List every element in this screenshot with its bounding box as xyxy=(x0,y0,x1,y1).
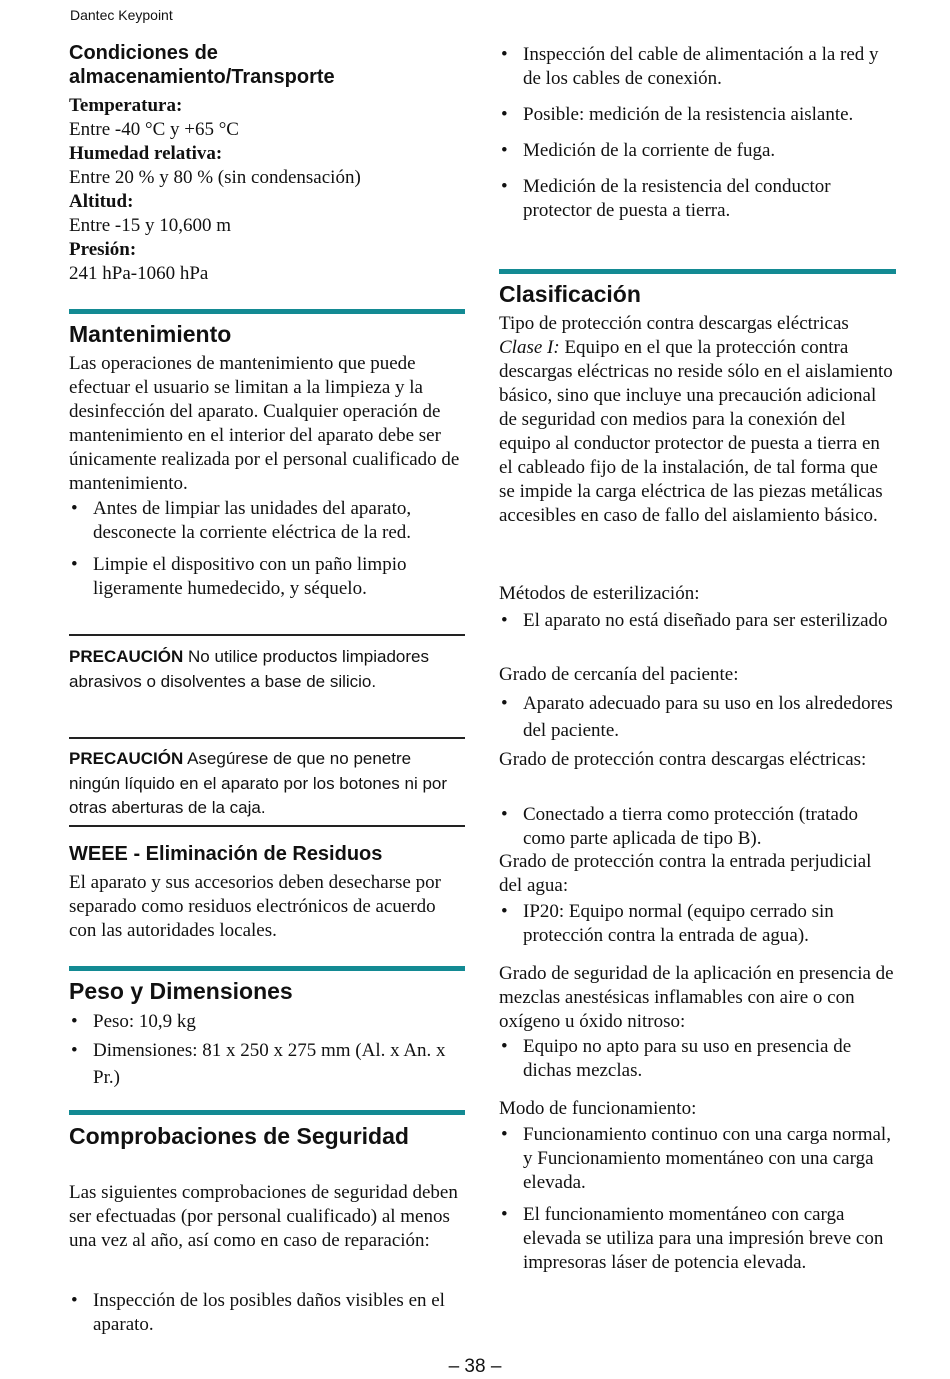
list-item: • Conectado a tierra como protección (tratado como parte aplicada de tipo B). xyxy=(499,803,896,851)
caution-label: PRECAUCIÓN xyxy=(69,749,184,768)
list-item: • IP20: Equipo normal (equipo cerrado sin protección contra la entrada de agua). xyxy=(499,900,896,948)
classification-text xyxy=(499,312,896,528)
humidity-value: Entre 20 % y 80 % (sin condensación) xyxy=(69,167,361,188)
shock-protection-list xyxy=(499,803,896,851)
section-divider xyxy=(499,269,896,274)
pressure-label: Presión: xyxy=(69,239,137,260)
list-item: • Equipo no apto para su uso en presencia de dichas mezclas. xyxy=(499,1035,896,1083)
caution-notice xyxy=(69,747,465,821)
class-text: Equipo en el que la protección contra descargas eléctricas no reside sólo en el aislamiento básico, sino que incluye una precaución adicional de seguridad con medios para la conexión del equipo al conductor protector de puesta a tierra en el cableado fijo de la instalación, de tal forma que se impide la carga eléctrica de las piezas metálicas accesibles en caso de fallo del aislamiento básico. xyxy=(499,337,893,526)
altitude-label: Altitud: xyxy=(69,191,134,212)
maintenance-list xyxy=(69,497,465,601)
list-item: • Antes de limpiar las unidades del aparato, desconecte la corriente eléctrica de la red. xyxy=(69,497,465,545)
caution-rule xyxy=(69,737,465,739)
list-item: • Limpie el dispositivo con un paño limpio ligeramente humedecido, y séquelo. xyxy=(69,553,465,601)
caution-text: Asegúrese de que no penetre ningún líquido en el aparato por los botones ni por otras aberturas de la caja. xyxy=(69,749,448,817)
page-number: – 38 – xyxy=(448,1356,502,1377)
list-item: • Peso: 10,9 kg xyxy=(69,1008,465,1035)
caution-rule xyxy=(69,634,465,636)
temperature-label: Temperatura: xyxy=(69,95,183,116)
storage-heading: Condiciones de almacenamiento/Transporte xyxy=(69,42,335,88)
section-divider xyxy=(69,966,465,971)
running-header: Dantec Keypoint xyxy=(70,7,173,23)
weight-list xyxy=(69,1008,465,1091)
safety-list xyxy=(69,1289,465,1337)
class-label: Clase I: xyxy=(499,337,560,358)
water-protection-list xyxy=(499,900,896,948)
list-item: • El aparato no está diseñado para ser esterilizado xyxy=(499,607,896,634)
list-item: • Inspección del cable de alimentación a la red y de los cables de conexión. xyxy=(499,43,896,91)
patient-proximity-list xyxy=(499,690,896,744)
anesthetic-safety-list xyxy=(499,1035,896,1083)
maintenance-text: Las operaciones de mantenimiento que puede efectuar el usuario se limitan a la limpieza y la desinfección del aparato. Cualquier operación de mantenimiento en el interior del aparato debe ser únicamente realizada por el personal cualificado de mantenimiento. xyxy=(69,353,460,494)
section-divider xyxy=(69,309,465,314)
humidity-label: Humedad relativa: xyxy=(69,143,223,164)
section-divider xyxy=(69,1110,465,1115)
list-item: • Medición de la corriente de fuga. xyxy=(499,139,896,163)
caution-rule xyxy=(69,825,465,827)
list-item: • Posible: medición de la resistencia aislante. xyxy=(499,103,896,127)
maintenance-heading: Mantenimiento xyxy=(69,321,232,347)
list-item: • Aparato adecuado para su uso en los alrededores del paciente. xyxy=(499,690,896,744)
caution-notice xyxy=(69,645,465,694)
protection-type-intro: Tipo de protección contra descargas eléctricas xyxy=(499,313,849,334)
water-protection-heading: Grado de protección contra la entrada perjudicial del agua: xyxy=(499,851,872,896)
sterilization-heading: Métodos de esterilización: xyxy=(499,583,700,604)
safety-list-continued xyxy=(499,43,896,223)
classification-heading: Clasificación xyxy=(499,281,641,307)
weee-heading: WEEE - Eliminación de Residuos xyxy=(69,843,383,865)
list-item: • Inspección de los posibles daños visibles en el aparato. xyxy=(69,1289,465,1337)
pressure-value: 241 hPa-1060 hPa xyxy=(69,263,209,284)
temperature-value: Entre -40 °C y +65 °C xyxy=(69,119,239,140)
caution-label: PRECAUCIÓN xyxy=(69,647,184,666)
weight-heading: Peso y Dimensiones xyxy=(69,978,293,1004)
sterilization-list xyxy=(499,607,896,634)
list-item: • Dimensiones: 81 x 250 x 275 mm (Al. x An. x Pr.) xyxy=(69,1037,465,1091)
patient-proximity-heading: Grado de cercanía del paciente: xyxy=(499,664,739,685)
operation-mode-list xyxy=(499,1123,896,1275)
list-item: • El funcionamiento momentáneo con carga elevada se utiliza para una impresión breve con impresoras láser de potencia elevada. xyxy=(499,1203,896,1275)
class-description xyxy=(499,336,896,528)
weee-text: El aparato y sus accesorios deben desecharse por separado como residuos electrónicos de acuerdo con las autoridades locales. xyxy=(69,872,441,941)
storage-conditions xyxy=(69,94,465,286)
operation-mode-heading: Modo de funcionamiento: xyxy=(499,1098,697,1119)
safety-heading: Comprobaciones de Seguridad xyxy=(69,1123,409,1149)
anesthetic-safety-heading: Grado de seguridad de la aplicación en presencia de mezclas anestésicas inflamables con aire o con oxígeno u óxido nitroso: xyxy=(499,963,894,1032)
altitude-value: Entre -15 y 10,600 m xyxy=(69,215,232,236)
list-item: • Funcionamiento continuo con una carga normal, y Funcionamiento momentáneo con una carga elevada. xyxy=(499,1123,896,1195)
list-item: • Medición de la resistencia del conductor protector de puesta a tierra. xyxy=(499,175,896,223)
caution-text: No utilice productos limpiadores abrasivos o disolventes a base de silicio. xyxy=(69,647,429,691)
shock-protection-heading: Grado de protección contra descargas eléctricas: xyxy=(499,749,867,770)
safety-text: Las siguientes comprobaciones de seguridad deben ser efectuadas (por personal cualificado) al menos una vez al año, así como en caso de reparación: xyxy=(69,1182,458,1251)
